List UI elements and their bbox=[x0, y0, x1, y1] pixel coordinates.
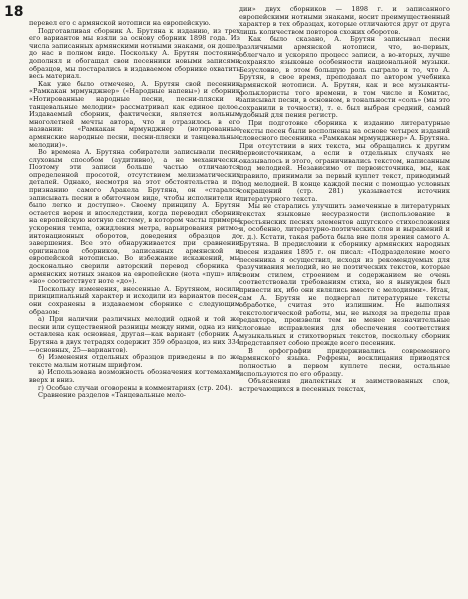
paragraph: Как уже было отмечено, А. Брутян свой песенник «Рамкакан мрмунджнер» («Народные напевы») и сборник «Нотированные народные песни, песни-пляски и танцевальные мелодии» рассматривал как единое целое. Издаваемый сборник, фактически, является вольным многолетней мечты автора, что и отразилось в его названии: «Рамкакан мрмунджнер (нотированные армянские народные песни, песни-пляски и танцевальные мелодии)». bbox=[29, 79, 240, 149]
paragraph: Сравнение разделов «Танцевальные мело- bbox=[38, 391, 186, 400]
page-number: 18 bbox=[4, 4, 24, 20]
paragraph: Объяснения диалектных и заимствованных слов, встречающихся в песенных текстах, bbox=[239, 377, 450, 393]
paragraph: Как было сказано, А. Брутян записывал песни различными армянской нотописи, что, во-первых, облегчало и ускоряло процесс записи, а во-вторых, лучше сохраняло языковые особенности национальной музыки. Безусловно, в этом большую роль сыграло и то, что А. Брутян, в свое время, преподавал по автором учебника армянской нотописи. А. Брутян, как и все музыканты-фольклористы того времени, в том числе и Комитас, записывал песни, в основном, в тональности «соль» (мы это сохранили в точности), т. е. был выбран средний, самый удобный для пения регистр. bbox=[239, 35, 450, 120]
paragraph: Подготавливая сборник А. Брутяна к изданию, из трех его вариантов мы взяли за основу сборник 1898 года. Из числа записанных армянскими нотными знаками, он дошел до нас в полном виде. Поскольку А. Брутян постоянно дополнял и обогащал свои песенники новыми записями образцов, мы постарались в издаваемом сборнике охватить весь материал. bbox=[29, 26, 240, 81]
paragraph: Поскольку изменения, внесенные А. Брутяном, носили принципиальный характер и исходили из вариантов песен, они сохранены в издаваемом сборнике с следующим образом: bbox=[29, 284, 240, 316]
paragraph: Во времена А. Брутяна собиратели записывали песни слуховым способом (аудитивно), а не механически. Поэтому эти записи больше частью отличаются определенной просотой, отсутствием мелизматических деталей. Однако, несмотря на этот обстоятельства и по признанию самого Аракела Брутяна, он «старался записывать песни в обиточном виде, чтобы исполнители и было легко и доступно». Своему принципу А. Брутян остается верен и впоследствии, когда переводил сборник на европейскую нотную систему, в котором часты примеры ускорения темпа, ожидления метра, варьирования ритмо-интонационных оборотов, доведения образцов до завершения. Все это обнаруживается при сравнении оригиналов сборников, записанных армянской и европейской нотописью. Во избежание искажений, мы досконально сверили авторский перевод сборника с армянских нотных знаков на европейские (нота «пуш» или «но» соответствует ноте «до»). bbox=[29, 148, 240, 286]
list-item: в) Использована возможность обозначения когтемахами вверх и вниз. bbox=[29, 368, 240, 384]
paragraph: дии» двух сборников — 1898 г. и записанного европейскими нотными знаками, носит преимущественный характер в тех образцах, которые отличаются друг от друга лишь количеством повторов схожих оборотов. bbox=[239, 5, 450, 36]
left-column bbox=[29, 20, 240, 400]
list-item: б) Изменения отдельных образцов приведены в по же тексте малым нотным шрифтом. bbox=[29, 353, 240, 369]
paragraph: перевел его с армянской нотописи на европейскую. bbox=[29, 19, 211, 27]
paragraph: В орфографии придерживались современного армянского языка. Рефрены, восклицания приводятся полностью в первом куплете песни, остальные используются по его образцу. bbox=[239, 346, 450, 378]
paragraph: Мы не старались улучшить замеченные в литературных текстах языковые несуразности (использование в крестьянских песнях элементов ашугского стихосложения и, особенно, литературно-поэтических слов и выражений и т. д.). Кстати, такая работа была вне поля зрения самого А. Брутяна. В предисловии к сборнику армянских народных песен издания 1895 г. он писал: «Подразделение моего песенника я осуществил, исходя из рекомендуемых для разучивания мелодий, но не поэтических текстов, которые своим стилем, строением и содержанием не очень соответствовали требованиям стиха, но я вынужден был привести их, ибо они являлись вместе с мелодиями». Итак, сам А. Брутян не подвергал литературные тексты обработке, считая это излишним. Не выполняя текстологической работы, мы, не выходя за пределы прав редактора, произвели тем не менее незначительные слоговые исправления для обеспечения соответствия музыкальных и стихотворных текстов, поскольку сборник представляет собою прежде всего песенник. bbox=[239, 202, 450, 348]
paragraph: При подготовке сборника к изданию литературные тексты песен были восполнены на основе четырех изданий словесного песенника «Рамкакан мрмунджнер» А. Брутяна. При отсутствии в них текста, мы обращались к другим первоисточникам, а если в отдельных случаях не оказывалось и этого, ограничивались текстом, написанным под мелодией. Независимо от первоисточника, мы, как правило, принимали за первый куплет текст, приводимый под мелодией. В конце каждой песни с помощью условных сокращений (стр. 281) указывается источник литературного текста. bbox=[239, 118, 450, 203]
list-item: а) При наличии различных мелодий одной и той же песни или существенной разницы между ними, одна из них оставлена как основная, другая—как вариант (сборник А. Брутяна в двух тетрадях содержит 359 образцов, из них 334—основных, 25—вариантов). bbox=[29, 315, 240, 354]
list-item: г) Особые случаи оговорены в комментариях (стр. 204). bbox=[38, 383, 233, 392]
right-column bbox=[239, 6, 450, 393]
